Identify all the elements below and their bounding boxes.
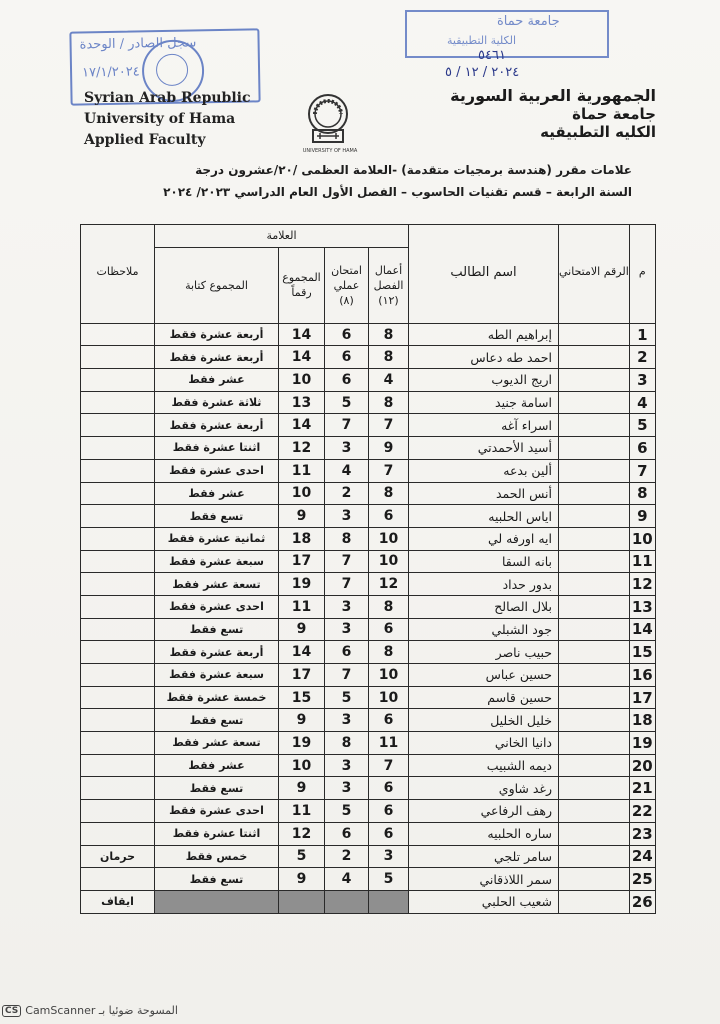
table-row (81, 573, 656, 596)
notes-cell: ايقاف (81, 890, 155, 913)
table-row (81, 391, 656, 414)
header-en-university: University of Hama (84, 111, 236, 127)
notes-cell (81, 618, 155, 641)
practical-cell: 5 (325, 391, 369, 414)
practical-cell: 6 (325, 369, 369, 392)
total-words-cell: تسع فقط (155, 618, 279, 641)
total-words-cell (155, 890, 279, 913)
coursework-cell: 8 (369, 595, 409, 618)
row-index: 6 (629, 437, 655, 460)
table-row (81, 618, 656, 641)
notes-cell (81, 777, 155, 800)
exam-number-cell (559, 369, 630, 392)
exam-number-cell (559, 709, 630, 732)
row-index: 9 (629, 505, 655, 528)
student-name-cell: اياس الحلبيه (409, 505, 559, 528)
table-row (81, 482, 656, 505)
coursework-cell: 6 (369, 618, 409, 641)
total-number-cell: 19 (279, 573, 325, 596)
total-number-cell: 10 (279, 754, 325, 777)
table-row (81, 754, 656, 777)
table-row (81, 595, 656, 618)
exam-number-cell (559, 686, 630, 709)
camscanner-icon: CS (2, 1005, 21, 1017)
total-words-cell: أربعة عشرة فقط (155, 641, 279, 664)
total-number-cell: 9 (279, 777, 325, 800)
coursework-cell: 7 (369, 459, 409, 482)
student-name-cell: رغد شاوي (409, 777, 559, 800)
exam-number-cell (559, 822, 630, 845)
col-header-student-name: اسم الطالب (409, 225, 559, 324)
incoming-stamp (405, 10, 609, 58)
row-index: 15 (629, 641, 655, 664)
total-number-cell: 14 (279, 414, 325, 437)
col-header-coursework: أعمال الفصل (١٢) (369, 247, 409, 323)
notes-cell (81, 437, 155, 460)
total-number-cell: 13 (279, 391, 325, 414)
total-words-cell: ثمانية عشرة فقط (155, 527, 279, 550)
student-name-cell: حبيب ناصر (409, 641, 559, 664)
table-row (81, 437, 656, 460)
practical-cell: 4 (325, 459, 369, 482)
row-index: 23 (629, 822, 655, 845)
student-name-cell: أنس الحمد (409, 482, 559, 505)
exam-number-cell (559, 346, 630, 369)
grades-table (80, 224, 656, 914)
header-ar-country: الجمهورية العربية السورية (450, 86, 656, 105)
coursework-cell: 7 (369, 414, 409, 437)
col-header-total-number: المجموع رقماً (279, 247, 325, 323)
table-row (81, 800, 656, 823)
notes-cell (81, 391, 155, 414)
practical-cell: 3 (325, 437, 369, 460)
practical-cell: 8 (325, 527, 369, 550)
scanner-watermark: CamScanner المسوحة ضوئيا بـ (25, 1004, 178, 1017)
row-index: 1 (629, 323, 655, 346)
table-row (81, 822, 656, 845)
total-words-cell: احدى عشرة فقط (155, 800, 279, 823)
coursework-cell: 11 (369, 732, 409, 755)
practical-cell: 5 (325, 800, 369, 823)
total-words-cell: تسع فقط (155, 777, 279, 800)
table-row (81, 845, 656, 868)
total-words-cell: عشر فقط (155, 482, 279, 505)
total-number-cell: 12 (279, 822, 325, 845)
practical-cell: 3 (325, 618, 369, 641)
total-words-cell: سبعة عشرة فقط (155, 550, 279, 573)
exam-number-cell (559, 527, 630, 550)
total-words-cell: خمسة عشرة فقط (155, 686, 279, 709)
practical-cell: 4 (325, 868, 369, 891)
total-words-cell: أربعة عشرة فقط (155, 414, 279, 437)
coursework-cell: 6 (369, 505, 409, 528)
total-number-cell: 14 (279, 323, 325, 346)
table-row (81, 641, 656, 664)
col-header-index: م (629, 225, 655, 324)
course-details: السنة الرابعة – قسم تقنيات الحاسوب – الفصل الأول العام الدراسي ٢٠٢٣/ ٢٠٢٤ (163, 185, 632, 199)
table-row (81, 868, 656, 891)
row-index: 16 (629, 664, 655, 687)
notes-cell (81, 732, 155, 755)
student-name-cell: سمر اللاذقاني (409, 868, 559, 891)
handwritten-number: ٥٤٦١ (478, 48, 506, 63)
student-name-cell: ساره الحلبيه (409, 822, 559, 845)
coursework-cell: 10 (369, 664, 409, 687)
stamp-text: الكلية التطبيقية (447, 34, 517, 47)
total-words-cell: احدى عشرة فقط (155, 459, 279, 482)
row-index: 5 (629, 414, 655, 437)
table-row (81, 732, 656, 755)
coursework-cell: 8 (369, 323, 409, 346)
student-name-cell: احمد طه دعاس (409, 346, 559, 369)
coursework-cell: 8 (369, 641, 409, 664)
notes-cell (81, 573, 155, 596)
grades-table-body (81, 323, 656, 913)
student-name-cell: أسيد الأحمدتي (409, 437, 559, 460)
student-name-cell: شعيب الحلبي (409, 890, 559, 913)
notes-cell (81, 641, 155, 664)
row-index: 13 (629, 595, 655, 618)
row-index: 26 (629, 890, 655, 913)
row-index: 20 (629, 754, 655, 777)
student-name-cell: حسين عباس (409, 664, 559, 687)
total-words-cell: تسع فقط (155, 868, 279, 891)
student-name-cell: ايه اورفه لي (409, 527, 559, 550)
total-number-cell: 17 (279, 664, 325, 687)
table-row (81, 664, 656, 687)
table-row (81, 890, 656, 913)
coursework-cell: 6 (369, 709, 409, 732)
exam-number-cell (559, 482, 630, 505)
logo-caption: UNIVERSITY OF HAMA (302, 148, 358, 154)
student-name-cell: بلال الصالح (409, 595, 559, 618)
total-number-cell: 11 (279, 459, 325, 482)
total-words-cell: تسع فقط (155, 709, 279, 732)
notes-cell (81, 346, 155, 369)
total-number-cell: 17 (279, 550, 325, 573)
exam-number-cell (559, 505, 630, 528)
student-name-cell: اسامة جنيد (409, 391, 559, 414)
row-index: 21 (629, 777, 655, 800)
practical-cell: 6 (325, 641, 369, 664)
notes-cell (81, 754, 155, 777)
exam-number-cell (559, 800, 630, 823)
scanner-footer (2, 1004, 178, 1017)
total-words-cell: تسع فقط (155, 505, 279, 528)
handwritten-date: ٢٠٢٤ / ١٢ / ٥ (445, 65, 520, 80)
practical-cell: 3 (325, 595, 369, 618)
total-number-cell: 11 (279, 595, 325, 618)
coursework-cell: 10 (369, 550, 409, 573)
col-header-practical: امتحان عملي (٨) (325, 247, 369, 323)
exam-number-cell (559, 754, 630, 777)
total-words-cell: تسعة عشر فقط (155, 573, 279, 596)
total-number-cell: 9 (279, 618, 325, 641)
student-name-cell: اسراء آغه (409, 414, 559, 437)
student-name-cell: اريج الديوب (409, 369, 559, 392)
course-title: علامات مقرر (هندسة برمجيات متقدمة) -العلامة العظمى /٢٠/عشرون درجة (195, 163, 632, 177)
exam-number-cell (559, 664, 630, 687)
student-name-cell: بدور حداد (409, 573, 559, 596)
coursework-cell: 8 (369, 482, 409, 505)
practical-cell: 5 (325, 686, 369, 709)
coursework-cell: 10 (369, 527, 409, 550)
exam-number-cell (559, 391, 630, 414)
notes-cell (81, 323, 155, 346)
stamp-text: سجل الصادر / الوحدة (79, 35, 197, 53)
practical-cell: 2 (325, 845, 369, 868)
practical-cell: 7 (325, 664, 369, 687)
col-header-grade-group: العلامة (155, 225, 409, 248)
header-ar-university: جامعة حماة (572, 105, 656, 123)
header-ar-faculty: الكليه التطبيقيه (540, 123, 656, 141)
total-words-cell: عشر فقط (155, 369, 279, 392)
notes-cell (81, 686, 155, 709)
notes-cell (81, 505, 155, 528)
col-header-total-words: المجموع كتابة (155, 247, 279, 323)
student-name-cell: خليل الخليل (409, 709, 559, 732)
total-number-cell: 18 (279, 527, 325, 550)
exam-number-cell (559, 845, 630, 868)
table-row (81, 686, 656, 709)
coursework-cell: 8 (369, 391, 409, 414)
col-header-notes: ملاحظات (81, 225, 155, 324)
total-words-cell: أربعة عشرة فقط (155, 323, 279, 346)
row-index: 18 (629, 709, 655, 732)
table-row (81, 709, 656, 732)
student-name-cell: إبراهيم الطه (409, 323, 559, 346)
student-name-cell: سامر تلجي (409, 845, 559, 868)
coursework-cell: 10 (369, 686, 409, 709)
coursework-cell: 8 (369, 346, 409, 369)
exam-number-cell (559, 595, 630, 618)
student-name-cell: دانيا الخاني (409, 732, 559, 755)
total-words-cell: سبعة عشرة فقط (155, 664, 279, 687)
row-index: 17 (629, 686, 655, 709)
exam-number-cell (559, 573, 630, 596)
table-row (81, 777, 656, 800)
notes-cell (81, 482, 155, 505)
table-row (81, 527, 656, 550)
table-row (81, 323, 656, 346)
total-words-cell: عشر فقط (155, 754, 279, 777)
table-row (81, 414, 656, 437)
notes-cell (81, 664, 155, 687)
row-index: 8 (629, 482, 655, 505)
coursework-cell: 6 (369, 777, 409, 800)
practical-cell: 7 (325, 573, 369, 596)
row-index: 14 (629, 618, 655, 641)
notes-cell (81, 800, 155, 823)
total-number-cell: 15 (279, 686, 325, 709)
notes-cell (81, 868, 155, 891)
total-words-cell: اثنتا عشرة فقط (155, 437, 279, 460)
practical-cell: 7 (325, 550, 369, 573)
row-index: 24 (629, 845, 655, 868)
col-header-exam-number: الرقم الامتحاني (559, 225, 630, 324)
exam-number-cell (559, 459, 630, 482)
exam-number-cell (559, 437, 630, 460)
notes-cell (81, 595, 155, 618)
exam-number-cell (559, 890, 630, 913)
table-row (81, 459, 656, 482)
notes-cell (81, 369, 155, 392)
coursework-cell: 12 (369, 573, 409, 596)
practical-cell: 3 (325, 777, 369, 800)
student-name-cell: ديمه الشبيب (409, 754, 559, 777)
total-number-cell: 14 (279, 641, 325, 664)
student-name-cell: جود الشبلي (409, 618, 559, 641)
exam-number-cell (559, 777, 630, 800)
total-number-cell: 19 (279, 732, 325, 755)
total-number-cell (279, 890, 325, 913)
row-index: 19 (629, 732, 655, 755)
coursework-cell: 3 (369, 845, 409, 868)
coursework-cell: 9 (369, 437, 409, 460)
total-number-cell: 10 (279, 482, 325, 505)
table-row (81, 550, 656, 573)
practical-cell: 8 (325, 732, 369, 755)
coursework-cell: 6 (369, 822, 409, 845)
notes-cell: حرمان (81, 845, 155, 868)
table-row (81, 369, 656, 392)
student-name-cell: ألين بدعه (409, 459, 559, 482)
total-words-cell: احدى عشرة فقط (155, 595, 279, 618)
row-index: 10 (629, 527, 655, 550)
row-index: 12 (629, 573, 655, 596)
table-row (81, 346, 656, 369)
notes-cell (81, 709, 155, 732)
total-words-cell: اثنتا عشرة فقط (155, 822, 279, 845)
practical-cell: 3 (325, 505, 369, 528)
row-index: 2 (629, 346, 655, 369)
header-en-faculty: Applied Faculty (84, 132, 206, 148)
total-number-cell: 9 (279, 709, 325, 732)
total-number-cell: 9 (279, 505, 325, 528)
coursework-cell: 4 (369, 369, 409, 392)
total-number-cell: 10 (279, 369, 325, 392)
row-index: 11 (629, 550, 655, 573)
total-number-cell: 14 (279, 346, 325, 369)
student-name-cell: بانه السقا (409, 550, 559, 573)
total-number-cell: 5 (279, 845, 325, 868)
practical-cell: 7 (325, 414, 369, 437)
notes-cell (81, 822, 155, 845)
exam-number-cell (559, 641, 630, 664)
exam-number-cell (559, 550, 630, 573)
practical-cell: 3 (325, 754, 369, 777)
notes-cell (81, 527, 155, 550)
total-number-cell: 11 (279, 800, 325, 823)
exam-number-cell (559, 323, 630, 346)
total-number-cell: 12 (279, 437, 325, 460)
total-number-cell: 9 (279, 868, 325, 891)
stamp-date: ١٧/١/٢٠٢٤ (81, 64, 140, 81)
student-name-cell: رهف الرفاعي (409, 800, 559, 823)
notes-cell (81, 414, 155, 437)
notes-cell (81, 550, 155, 573)
row-index: 4 (629, 391, 655, 414)
exam-number-cell (559, 618, 630, 641)
coursework-cell (369, 890, 409, 913)
total-words-cell: ثلاثة عشرة فقط (155, 391, 279, 414)
row-index: 25 (629, 868, 655, 891)
university-logo-icon (305, 94, 351, 146)
table-row (81, 505, 656, 528)
coursework-cell: 5 (369, 868, 409, 891)
total-words-cell: خمس فقط (155, 845, 279, 868)
exam-number-cell (559, 868, 630, 891)
student-name-cell: حسين قاسم (409, 686, 559, 709)
exam-number-cell (559, 732, 630, 755)
practical-cell: 6 (325, 323, 369, 346)
practical-cell: 2 (325, 482, 369, 505)
row-index: 7 (629, 459, 655, 482)
row-index: 3 (629, 369, 655, 392)
total-words-cell: أربعة عشرة فقط (155, 346, 279, 369)
row-index: 22 (629, 800, 655, 823)
practical-cell: 3 (325, 709, 369, 732)
exam-number-cell (559, 414, 630, 437)
practical-cell: 6 (325, 346, 369, 369)
total-words-cell: تسعة عشر فقط (155, 732, 279, 755)
coursework-cell: 7 (369, 754, 409, 777)
practical-cell: 6 (325, 822, 369, 845)
coursework-cell: 6 (369, 800, 409, 823)
notes-cell (81, 459, 155, 482)
practical-cell (325, 890, 369, 913)
header-en-country: Syrian Arab Republic (84, 90, 251, 106)
stamp-text: جامعة حماة (497, 14, 560, 29)
